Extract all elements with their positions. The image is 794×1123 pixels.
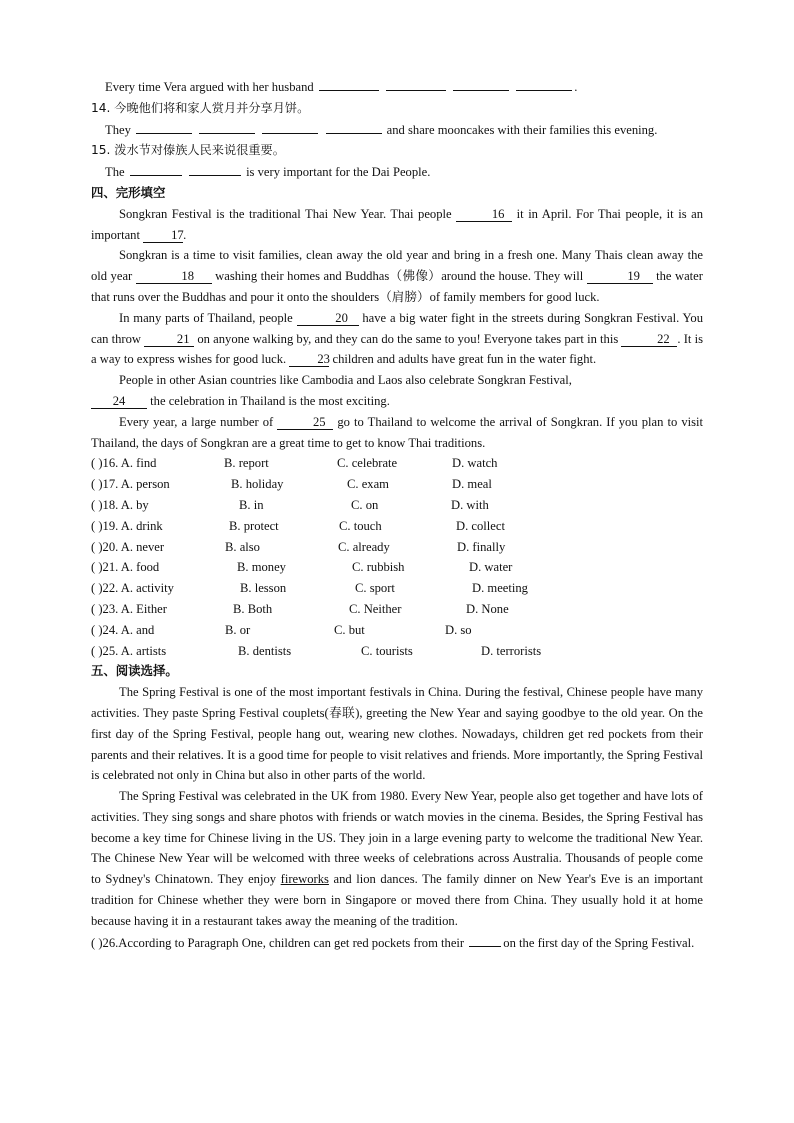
option-c[interactable]: C. Neither (349, 601, 402, 616)
option-b[interactable]: B. report (224, 456, 269, 471)
answer-blank[interactable] (319, 76, 379, 91)
option-c[interactable]: C. but (334, 622, 365, 637)
option-row-18 (91, 495, 703, 516)
cloze-blank-19[interactable]: 19 (587, 269, 653, 284)
cloze-blank-24[interactable]: 24 (91, 394, 147, 409)
answer-blank[interactable] (130, 161, 182, 176)
answer-blank[interactable] (469, 932, 501, 947)
answer-blank[interactable] (516, 76, 572, 91)
option-row-25 (91, 641, 703, 662)
option-d[interactable]: D. collect (456, 518, 505, 533)
option-row-22 (91, 578, 703, 599)
option-b[interactable]: B. also (225, 539, 260, 554)
option-d[interactable]: D. meeting (472, 581, 528, 596)
option-d[interactable]: D. None (466, 601, 509, 616)
option-c[interactable]: C. already (338, 539, 390, 554)
option-row-23 (91, 599, 703, 620)
option-a[interactable]: ( )18. A. by (91, 497, 149, 512)
translation-q13-line: Every time Vera argued with her husband . (91, 76, 703, 98)
question-26: ( )26.According to Paragraph One, children can get red pockets from their on the first day of the Spring Festival. (91, 932, 703, 954)
option-a[interactable]: ( )16. A. find (91, 456, 157, 471)
option-row-20 (91, 537, 703, 558)
option-a[interactable]: ( )24. A. and (91, 622, 155, 637)
option-c[interactable]: C. celebrate (337, 456, 398, 471)
answer-blank[interactable] (262, 119, 318, 134)
option-a[interactable]: ( )21. A. food (91, 560, 160, 575)
underlined-word: fireworks (280, 872, 329, 887)
option-row-17 (91, 474, 703, 495)
option-d[interactable]: D. terrorists (481, 643, 542, 658)
option-row-24 (91, 620, 703, 641)
answer-blank[interactable] (189, 161, 241, 176)
cloze-blank-20[interactable]: 20 (297, 311, 359, 326)
cloze-blank-16[interactable]: 16 (456, 207, 512, 222)
cloze-blank-17[interactable]: 17 (143, 228, 183, 243)
cloze-blank-18[interactable]: 18 (136, 269, 212, 284)
option-b[interactable]: B. dentists (238, 643, 292, 658)
reading-paragraph-1: The Spring Festival is one of the most important festivals in China. During the festival, Chinese people have many activities. They paste Spring Festival couplets(春联), greeting the New Year and saying goodbye to the old year. On the first day of the Spring Festival, people hang out, wearing new clothes. Nowadays, children get red pockets from their parents and their relatives. It is a good time for people to visit relatives and friends. More importantly, the Spring Festival is celebrated not only in China but also in other parts of the world. (91, 685, 703, 783)
option-c[interactable]: C. touch (339, 518, 382, 533)
option-row-19 (91, 516, 703, 537)
option-a[interactable]: ( )17. A. person (91, 477, 170, 492)
option-c[interactable]: C. tourists (361, 643, 413, 658)
cloze-heading: 四、完形填空 (91, 184, 166, 200)
cloze-paragraph-4-cont: 24 the celebration in Thailand is the most exciting. (91, 391, 703, 412)
option-b[interactable]: B. Both (233, 601, 273, 616)
option-d[interactable]: D. watch (452, 456, 498, 471)
option-b[interactable]: B. holiday (231, 477, 284, 492)
cloze-paragraph-3: In many parts of Thailand, people 20 have a big water fight in the streets during Songkran Festival. You can throw 21 on anyone walking by, and they can do the same to you! Everyone takes part in this 22 . It is a way to express wishes for good luck. 23 children and adults have great fun in the water fight. (91, 310, 703, 367)
cloze-paragraph-4: People in other Asian countries like Cambodia and Laos also celebrate Songkran Festival, (119, 373, 572, 388)
option-b[interactable]: B. money (237, 560, 286, 575)
option-c[interactable]: C. rubbish (352, 560, 405, 575)
option-b[interactable]: B. or (225, 622, 251, 637)
option-a[interactable]: ( )20. A. never (91, 539, 165, 554)
cloze-options-list (91, 453, 703, 661)
translation-q15-chinese: 15. 泼水节对傣族人民来说很重要。 (91, 143, 285, 158)
cloze-blank-22[interactable]: 22 (621, 332, 677, 347)
option-a[interactable]: ( )23. A. Either (91, 601, 167, 616)
worksheet-content (91, 76, 703, 953)
option-b[interactable]: B. lesson (240, 581, 287, 596)
option-d[interactable]: D. so (445, 622, 472, 637)
answer-blank[interactable] (199, 119, 255, 134)
answer-blank[interactable] (326, 119, 382, 134)
cloze-blank-21[interactable]: 21 (144, 332, 194, 347)
translation-q15-line: The is very important for the Dai People. (91, 161, 703, 183)
translation-q14-line: They and share mooncakes with their families this evening. (91, 119, 703, 141)
reading-heading: 五、阅读选择。 (91, 663, 178, 679)
option-a[interactable]: ( )22. A. activity (91, 581, 174, 596)
cloze-paragraph-2: Songkran is a time to visit families, clean away the old year and bring in a fresh one. Many Thais clean away the old year 18 washing their homes and Buddhas（佛像）around the house. They will 19 the water that runs over the Buddhas and pour it onto the shoulders（肩膀）of family members for good luck. (91, 248, 703, 304)
reading-paragraph-2: The Spring Festival was celebrated in the UK from 1980. Every New Year, people also get together and have lots of activities. They sing songs and share photos with friends or watch movies in the cinema. Besides, the Spring Festival has become a key time for Chinese living in the US. They join in a large evening party to welcome the traditional New Year. The Chinese New Year will be welcomed with three weeks of celebrations across Australia. Thousands of people come to Sydney's Chinatown. They enjoy fireworks and lion dances. The family dinner on New Year's Eve is an important tradition for Chinese whether they were born in Singapore or moved there from China. They usually hold it at home because having it in a restaurant takes away the meaning of the tradition. (91, 789, 704, 928)
option-d[interactable]: D. finally (457, 539, 506, 554)
option-a[interactable]: ( )19. A. drink (91, 518, 163, 533)
cloze-blank-23[interactable]: 23 (289, 352, 329, 367)
cloze-paragraph-5: Every year, a large number of 25 go to Thailand to welcome the arrival of Songkran. If you plan to visit Thailand, the days of Songkran are a great time to get to know Thai traditions. (91, 414, 704, 450)
cloze-blank-25[interactable]: 25 (277, 415, 333, 430)
answer-blank[interactable] (453, 76, 509, 91)
option-d[interactable]: D. meal (452, 477, 492, 492)
option-row-21 (91, 557, 703, 578)
answer-blank[interactable] (386, 76, 446, 91)
cloze-paragraph-1: Songkran Festival is the traditional Thai New Year. Thai people 16 it in April. For Thai people, it is an important 17. (91, 206, 703, 242)
option-row-16 (91, 453, 703, 474)
answer-blank[interactable] (136, 119, 192, 134)
option-d[interactable]: D. with (451, 497, 489, 512)
option-c[interactable]: C. sport (355, 581, 395, 596)
option-c[interactable]: C. on (351, 497, 379, 512)
option-b[interactable]: B. protect (229, 518, 279, 533)
translation-q14-chinese: 14. 今晚他们将和家人赏月并分享月饼。 (91, 100, 310, 115)
option-d[interactable]: D. water (469, 560, 513, 575)
option-b[interactable]: B. in (239, 497, 264, 512)
option-c[interactable]: C. exam (347, 477, 389, 492)
option-a[interactable]: ( )25. A. artists (91, 643, 167, 658)
